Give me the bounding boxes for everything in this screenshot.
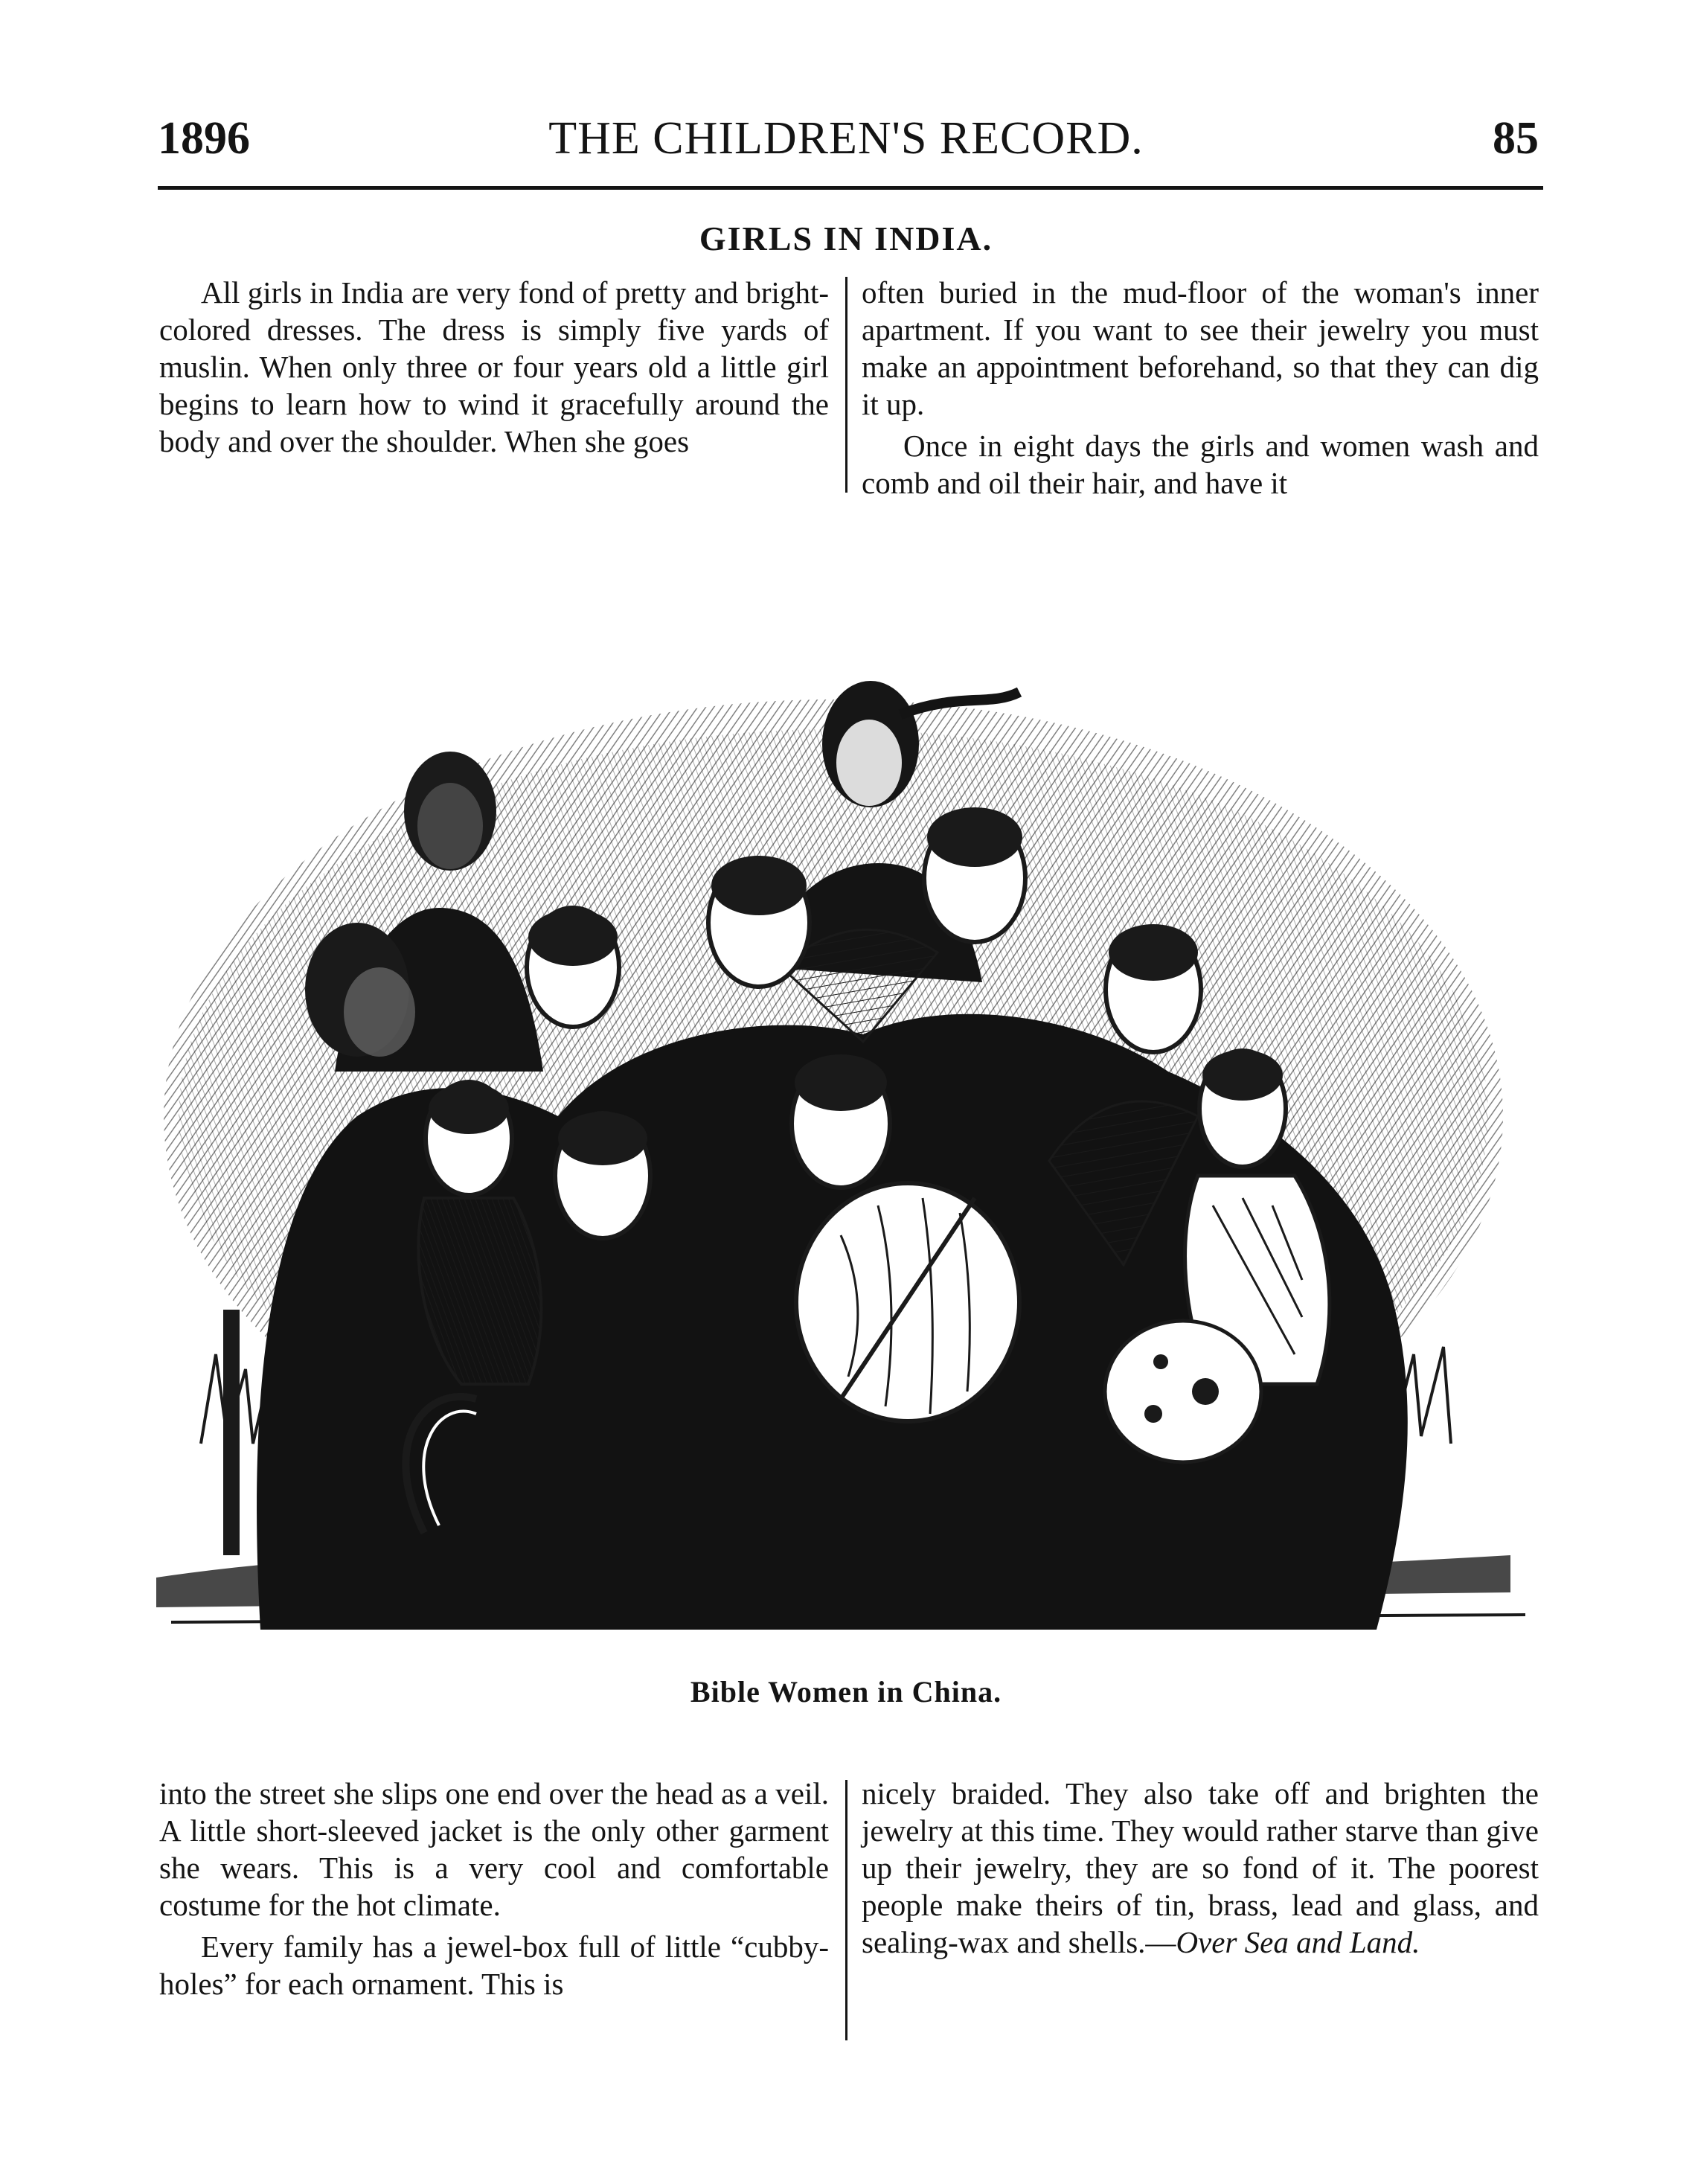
header-year: 1896: [158, 113, 250, 164]
column-divider-top: [845, 277, 847, 493]
source-attribution: Over Sea and Land.: [1176, 1925, 1420, 1959]
column-bottom-left: [159, 1775, 829, 2002]
page-number: 85: [1493, 113, 1539, 164]
paragraph: [862, 1775, 1539, 1961]
engraving-bible-women: [112, 551, 1555, 1667]
paragraph: into the street she slips one end over the head as a veil. A little short-sleeved jacket is the only other garment she wears. This is a very cool and comfortable costume for the hot climate.: [159, 1776, 829, 1922]
header-rule: [158, 186, 1543, 190]
paragraph: Every family has a jewel-box full of little “cubby-holes” for each ornament. This is: [159, 1930, 829, 2001]
paragraph: often buried in the mud-floor of the woman's inner apartment. If you want to see their jewelry you must make an appointment beforehand, so that they can dig it up.: [862, 275, 1539, 421]
paragraph: Once in eight days the girls and women wash and comb and oil their hair, and have it: [862, 429, 1539, 500]
column-top-right: [862, 274, 1539, 502]
column-divider-bottom: [845, 1780, 847, 2040]
column-top-left: [159, 274, 829, 460]
header-title: THE CHILDREN'S RECORD.: [548, 113, 1144, 164]
article-title: GIRLS IN INDIA.: [699, 220, 993, 257]
column-bottom-right: [862, 1775, 1539, 1961]
paragraph-text: nicely braided. They also take off and brighten the jewelry at this time. They would rather starve than give up their jewelry, they are so fond of it. The poorest people make theirs of tin, brass, lead and glass, and sealing-wax and shells.—: [862, 1776, 1539, 1959]
paragraph: All girls in India are very fond of pretty and bright-colored dresses. The dress is simply five yards of muslin. When only three or four years old a little girl begins to learn how to wind it gracefully around the body and over the shoulder. When she goes: [159, 275, 829, 458]
illustration-caption: Bible Women in China.: [690, 1675, 1002, 1709]
